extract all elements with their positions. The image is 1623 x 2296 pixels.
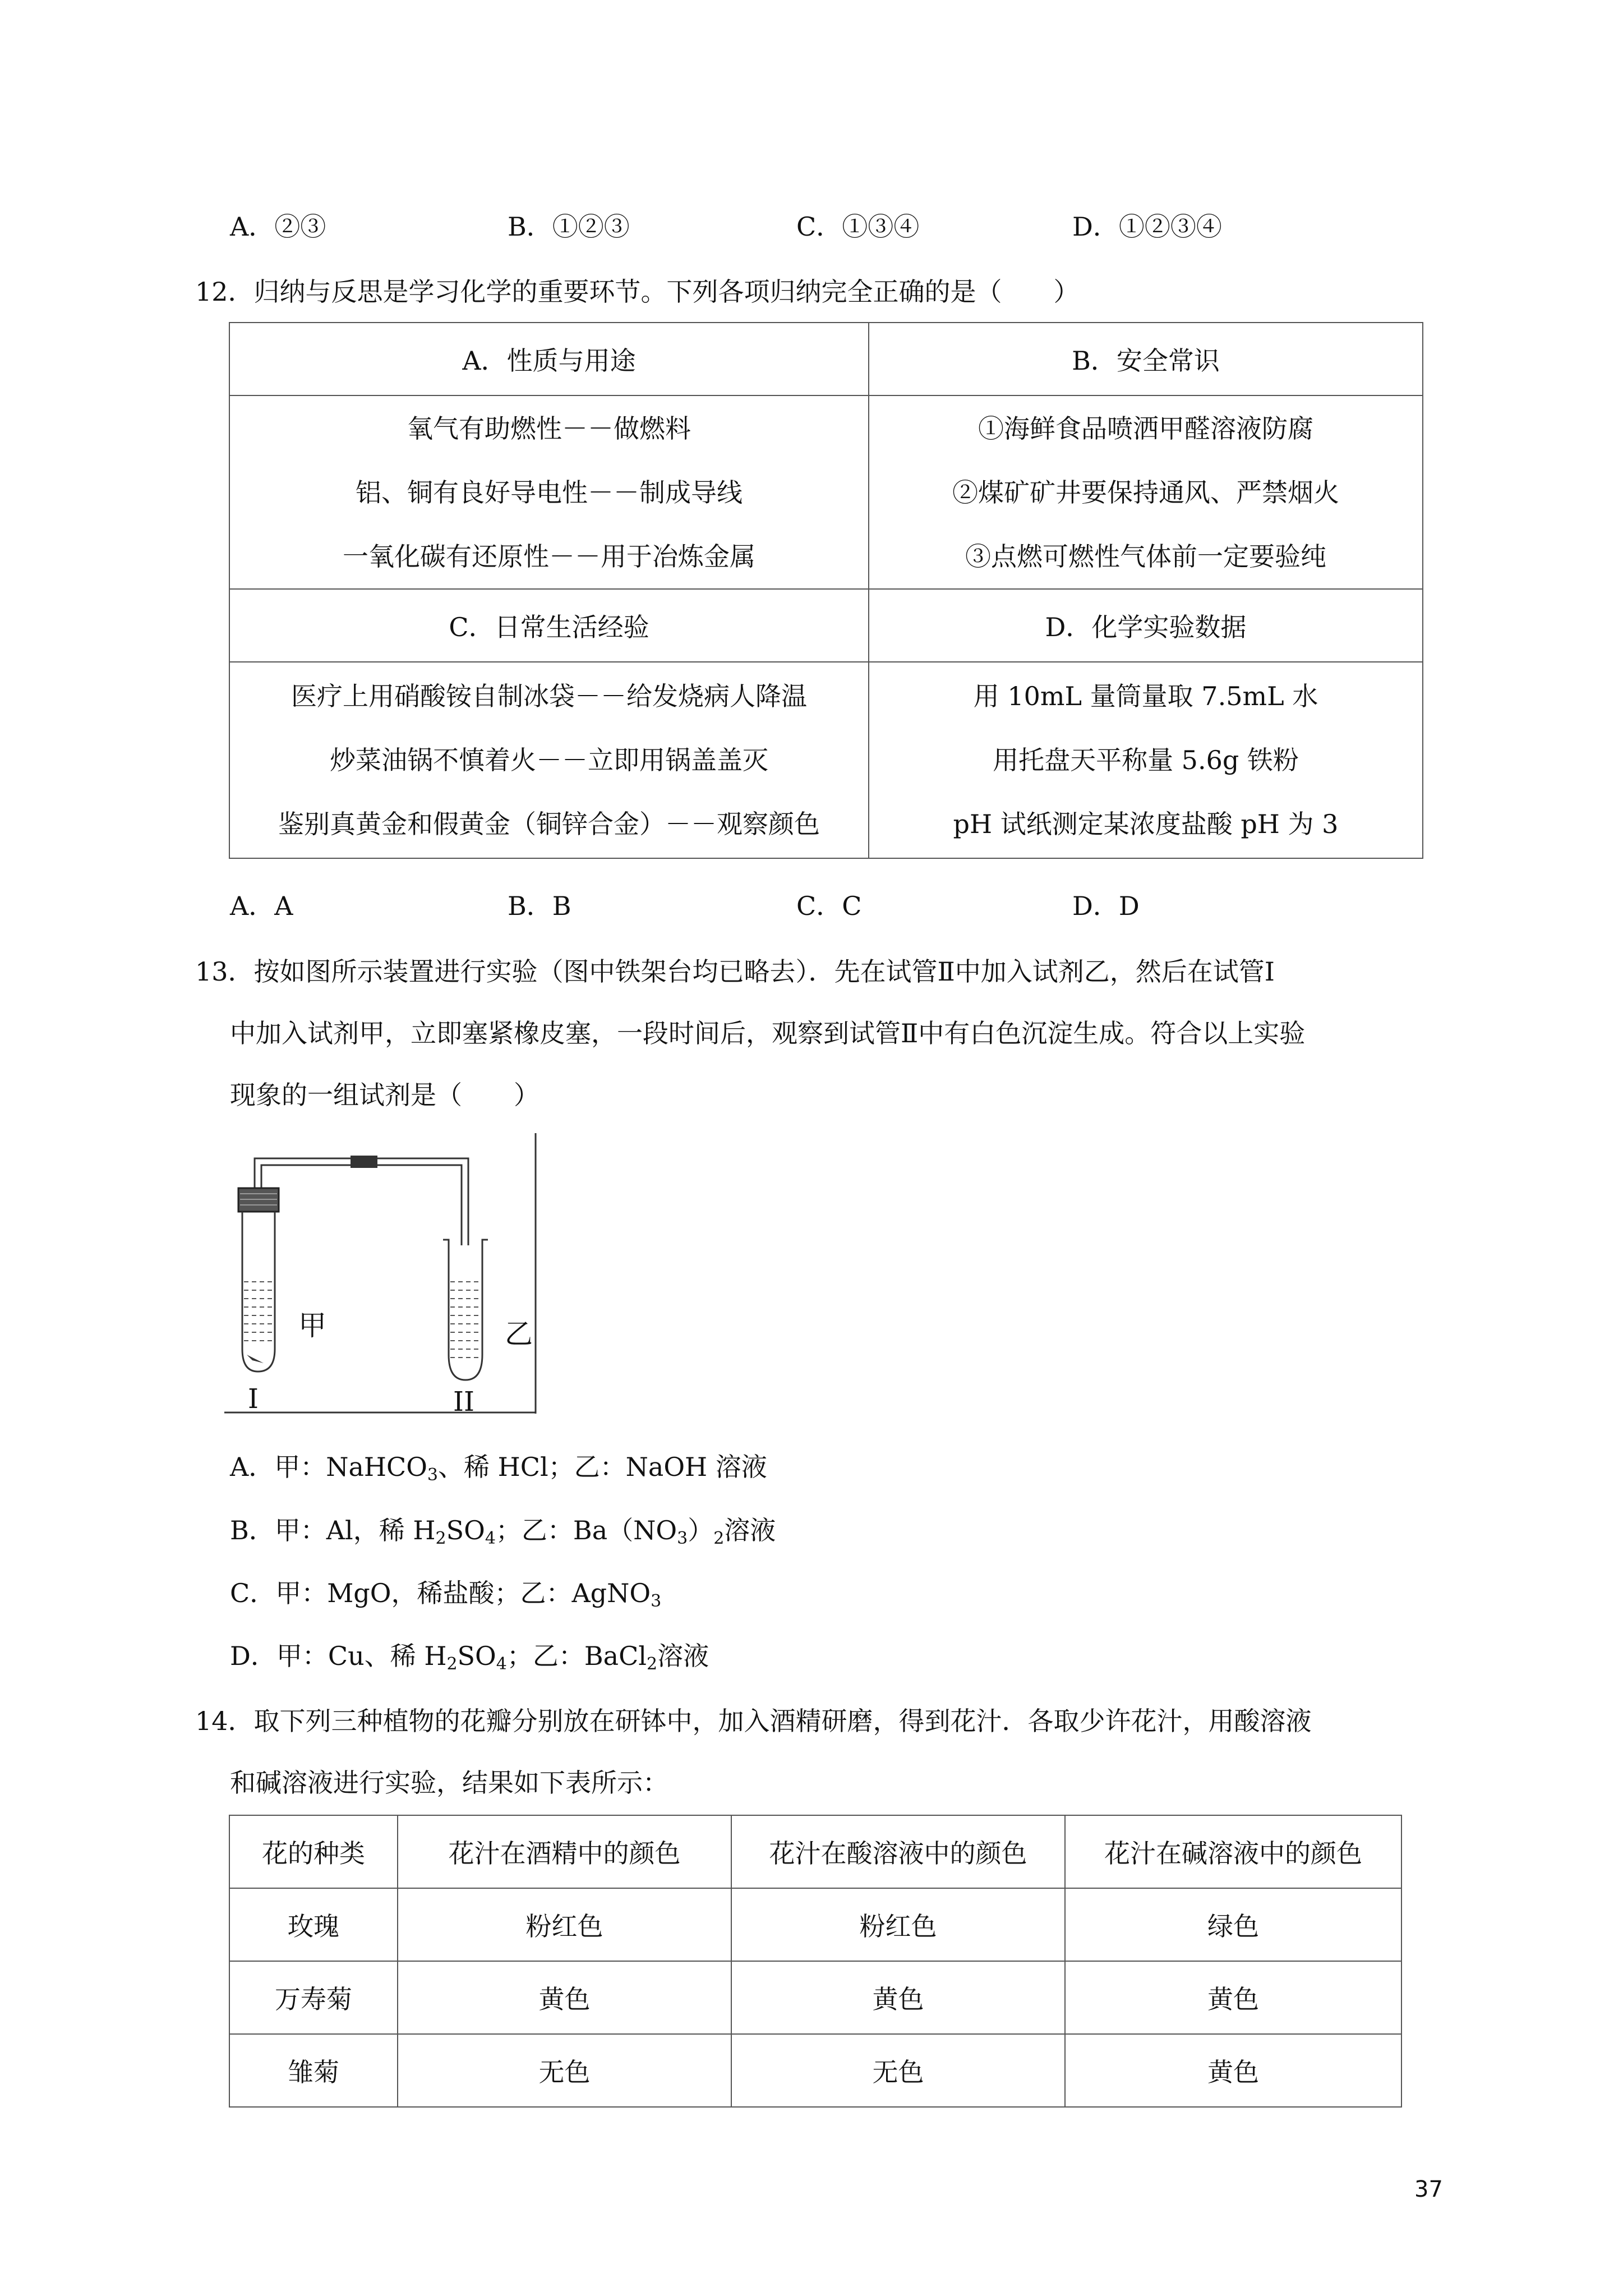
- q14-cell: 黄色: [1065, 2034, 1401, 2107]
- q14-cell: 玫瑰: [229, 1888, 398, 1961]
- q13-option-b: B．甲：Al，稀 $H_2SO_4$；乙：$Ba(NO_3)_2$溶液: [230, 1515, 776, 1548]
- q14-cell: 粉红色: [731, 1888, 1065, 1961]
- q12-cell-a: [229, 395, 869, 589]
- label-tube-I: I: [248, 1383, 259, 1415]
- test-tube-I: [242, 1212, 275, 1372]
- q13-option-d: D．甲：Cu、稀 $H_2SO_4$；乙：BaCl$_2$溶液: [230, 1641, 709, 1674]
- label-yi: 乙: [505, 1318, 533, 1350]
- q13-stem-line: 13．按如图所示装置进行实验（图中铁架台均已略去）．先在试管Ⅱ中加入试剂乙，然后在试管Ⅰ: [195, 956, 1275, 987]
- connecting-tube: [261, 1165, 462, 1245]
- q12-a-line: 一氧化碳有还原性－－用于冶炼金属: [343, 541, 755, 572]
- q14-cell: 无色: [731, 2034, 1065, 2107]
- page-number: 37: [1414, 2177, 1443, 2202]
- q12-cell-c: [229, 662, 869, 858]
- q12-c-line: 医疗上用硝酸铵自制冰袋－－给发烧病人降温: [291, 681, 807, 711]
- q12-c-line: 炒菜油锅不慎着火－－立即用锅盖盖灭: [330, 745, 768, 775]
- q12-stem: 12．归纳与反思是学习化学的重要环节。下列各项归纳完全正确的是（ ）: [195, 277, 1080, 307]
- q12-header-c: C．日常生活经验: [229, 589, 869, 662]
- q11-option-c: C．①③④: [796, 211, 920, 242]
- q11-option-d: D．①②③④: [1072, 211, 1222, 242]
- q12-b-line: ③点燃可燃性气体前一定要验纯: [965, 541, 1326, 572]
- q13-apparatus-figure: [224, 1133, 550, 1425]
- q14-stem-line: 14．取下列三种植物的花瓣分别放在研钵中，加入酒精研磨，得到花汁．各取少许花汁，用酸溶液: [195, 1706, 1312, 1736]
- q13-stem-line: 现象的一组试剂是（ ）: [230, 1080, 540, 1110]
- q12-option-c: C．C: [796, 891, 862, 921]
- q14-table: [229, 1815, 1402, 2108]
- q12-b-line: ①海鲜食品喷洒甲醛溶液防腐: [978, 413, 1313, 444]
- q12-option-d: D．D: [1072, 891, 1140, 921]
- label-tube-II: II: [453, 1386, 474, 1418]
- q14-header: 花汁在酸溶液中的颜色: [731, 1815, 1065, 1888]
- q14-stem-line: 和碱溶液进行实验，结果如下表所示：: [230, 1768, 668, 1798]
- q13-stem-line: 中加入试剂甲，立即塞紧橡皮塞，一段时间后，观察到试管Ⅱ中有白色沉淀生成。符合以上实验: [230, 1018, 1306, 1048]
- q11-option-b: B．①②③: [508, 211, 630, 242]
- q13-option-a: A．甲：NaHCO$_3$、稀 HCl；乙：NaOH 溶液: [230, 1452, 767, 1485]
- q14-header: 花汁在碱溶液中的颜色: [1065, 1815, 1401, 1888]
- table-row: [229, 1961, 1401, 2034]
- label-jia: 甲: [298, 1309, 326, 1342]
- q12-header-b: B．安全常识: [869, 323, 1423, 395]
- q14-header: 花汁在酒精中的颜色: [398, 1815, 731, 1888]
- rubber-connector: [351, 1156, 377, 1168]
- q14-cell: 黄色: [731, 1961, 1065, 2034]
- q12-header-a: A．性质与用途: [229, 323, 869, 395]
- q12-b-line: ②煤矿矿井要保持通风、严禁烟火: [952, 477, 1339, 508]
- q11-option-a: A．②③: [230, 211, 326, 242]
- table-row: [229, 1888, 1401, 1961]
- q14-cell: 雏菊: [229, 2034, 398, 2107]
- q14-cell: 粉红色: [398, 1888, 731, 1961]
- test-tube-II: [443, 1240, 488, 1380]
- q12-option-a: A．A: [230, 891, 293, 921]
- q12-d-line: 用 10mL 量筒量取 7.5mL 水: [973, 681, 1318, 711]
- q14-cell: 黄色: [398, 1961, 731, 2034]
- q12-a-line: 铝、铜有良好导电性－－制成导线: [356, 477, 743, 508]
- q14-cell: 绿色: [1065, 1888, 1401, 1961]
- q12-cell-d: [869, 662, 1423, 858]
- q12-a-line: 氧气有助燃性－－做燃料: [407, 413, 691, 444]
- q14-cell: 黄色: [1065, 1961, 1401, 2034]
- q14-header: 花的种类: [229, 1815, 398, 1888]
- table-row: [229, 2034, 1401, 2107]
- q12-d-line: 用托盘天平称量 5.6g 铁粉: [993, 745, 1299, 775]
- q13-option-c: C．甲：MgO，稀盐酸；乙：AgNO$_3$: [230, 1578, 662, 1611]
- connecting-tube: [255, 1158, 468, 1245]
- q14-cell: 万寿菊: [229, 1961, 398, 2034]
- q12-option-b: B．B: [508, 891, 571, 921]
- q12-d-line: pH 试纸测定某浓度盐酸 pH 为 3: [953, 809, 1339, 839]
- q12-cell-b: [869, 395, 1423, 589]
- q12-table: [229, 322, 1423, 859]
- q12-header-d: D．化学实验数据: [869, 589, 1423, 662]
- q14-cell: 无色: [398, 2034, 731, 2107]
- q12-c-line: 鉴别真黄金和假黄金（铜锌合金）－－观察颜色: [278, 809, 820, 839]
